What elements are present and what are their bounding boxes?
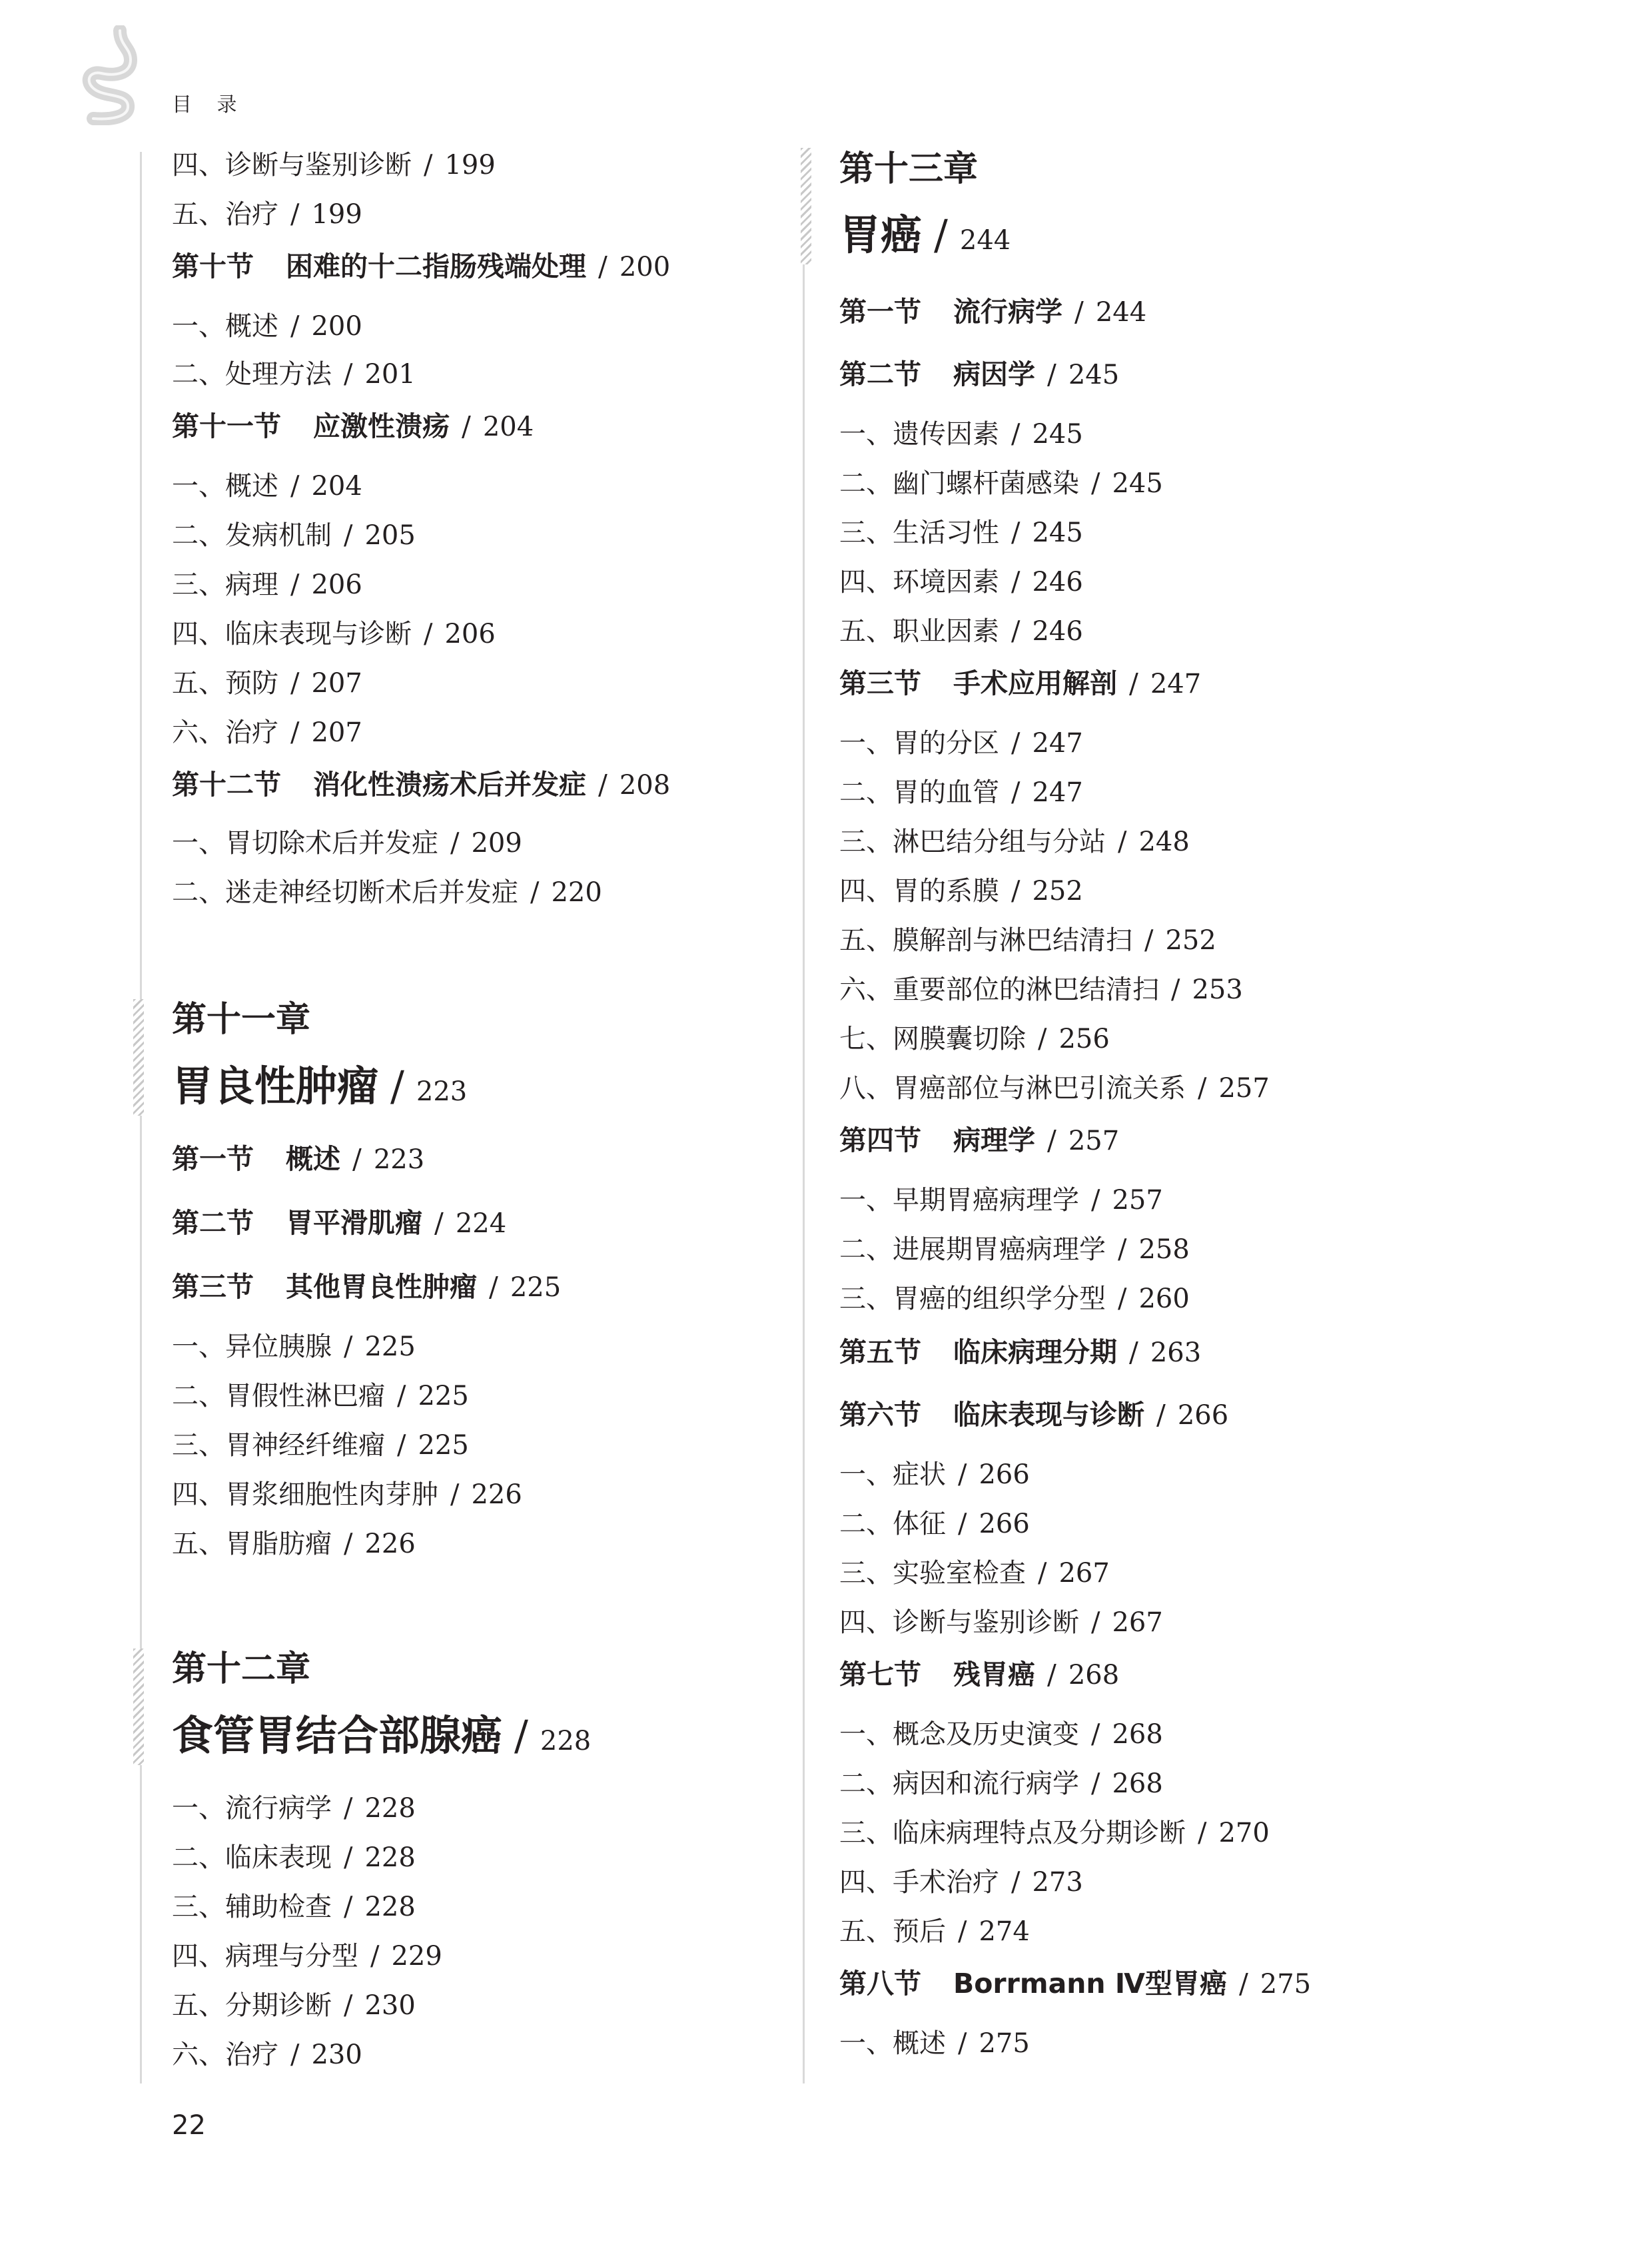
toc-page-number: 266: [979, 1459, 1030, 1490]
toc-item: [839, 1820, 1270, 1846]
toc-page-number: 228: [364, 1892, 416, 1922]
section-title: 概述: [286, 1143, 340, 1175]
toc-item: [172, 522, 416, 549]
toc-separator: /: [344, 1990, 353, 2021]
toc-item: [172, 719, 362, 746]
toc-item: [172, 201, 362, 228]
toc-item: [172, 1432, 469, 1459]
toc-page-number: 263: [1150, 1337, 1202, 1368]
toc-item: [172, 1992, 416, 2019]
toc-item: [172, 1333, 416, 1360]
toc-page-number: 225: [418, 1430, 469, 1461]
toc-item: [839, 618, 1083, 645]
toc-separator: /: [514, 1711, 528, 1760]
toc-page-number: 252: [1165, 925, 1216, 956]
toc-item-label: 一、异位胰腺: [172, 1331, 332, 1362]
toc-separator: /: [344, 1529, 353, 1559]
toc-separator: /: [290, 668, 300, 699]
toc-page-number: 245: [1068, 360, 1120, 390]
toc-page-number: 244: [1095, 297, 1147, 328]
section-title: 病理学: [953, 1124, 1035, 1156]
toc-separator: /: [1011, 518, 1021, 548]
toc-separator: /: [1118, 1234, 1127, 1265]
toc-separator: /: [530, 877, 540, 908]
toc-separator: /: [290, 311, 300, 342]
toc-item: [172, 1531, 416, 1557]
toc-item: [172, 1943, 442, 1970]
toc-item: [839, 1236, 1190, 1263]
toc-item-label: 一、概述: [172, 471, 278, 502]
toc-separator: /: [1011, 419, 1021, 450]
toc-item-label: 一、遗传因素: [839, 419, 999, 450]
section-number: 第二节: [839, 358, 921, 390]
toc-item: [172, 879, 602, 906]
toc-item: [839, 779, 1083, 806]
section-title: 临床表现与诊断: [953, 1399, 1144, 1431]
toc-page-number: 220: [551, 877, 602, 908]
toc-section: [839, 667, 1202, 699]
toc-separator: /: [1156, 1399, 1166, 1431]
stomach-outline-icon: [79, 25, 145, 125]
toc-page-number: 204: [311, 471, 362, 502]
chapter-hatch-decoration: [133, 999, 144, 1116]
toc-item-label: 二、体征: [839, 1509, 946, 1539]
toc-item: [172, 2042, 362, 2068]
toc-section: [172, 250, 671, 282]
chapter-number: [839, 149, 979, 189]
toc-separator: /: [1011, 1867, 1021, 1898]
toc-item-label: 一、胃的分区: [839, 728, 999, 759]
toc-page-number: 206: [311, 569, 362, 600]
toc-separator: /: [290, 2040, 300, 2070]
toc-item-label: 四、手术治疗: [839, 1867, 999, 1898]
toc-separator: /: [344, 1793, 353, 1824]
toc-item-label: 二、进展期胃癌病理学: [839, 1234, 1106, 1265]
section-number: 第十二节: [172, 769, 281, 801]
toc-item-label: 五、职业因素: [839, 616, 999, 647]
toc-page-number: 225: [510, 1272, 562, 1303]
toc-page-number: 256: [1058, 1024, 1110, 1054]
toc-item: [172, 571, 362, 598]
toc-item-label: 二、发病机制: [172, 520, 332, 551]
toc-separator: /: [1011, 616, 1021, 647]
toc-page-number: 205: [364, 520, 416, 551]
toc-item: [839, 1560, 1110, 1587]
section-title: 流行病学: [953, 296, 1062, 328]
toc-page-number: 268: [1112, 1768, 1163, 1799]
toc-item: [839, 470, 1163, 497]
toc-page-number: 247: [1032, 777, 1083, 808]
chapter-title: [172, 1711, 592, 1760]
toc-page-number: 228: [364, 1842, 416, 1873]
toc-page-number: 275: [1260, 1969, 1312, 2000]
toc-separator: /: [1118, 827, 1127, 857]
toc-page-number: 200: [311, 311, 362, 342]
left-toc-column: [172, 0, 811, 2242]
toc-page-number: 225: [418, 1381, 469, 1411]
section-number: 第七节: [839, 1659, 921, 1690]
toc-page-number: 266: [1177, 1400, 1229, 1431]
toc-item: [839, 569, 1083, 595]
toc-item: [839, 730, 1083, 757]
toc-item: [839, 1511, 1030, 1537]
toc-item: [839, 976, 1243, 1003]
toc-separator: /: [1038, 1558, 1047, 1589]
toc-item: [172, 830, 522, 857]
toc-item-label: 四、诊断与鉴别诊断: [839, 1607, 1079, 1638]
chapter-title: [172, 1062, 468, 1110]
toc-separator: /: [958, 1916, 967, 1947]
toc-separator: /: [1011, 567, 1021, 597]
toc-page-number: 257: [1112, 1185, 1163, 1216]
toc-separator: /: [450, 828, 460, 859]
toc-item-label: 一、概述: [172, 311, 278, 342]
toc-item: [839, 1461, 1030, 1488]
chapter-number-label: 第十三章: [839, 149, 979, 189]
toc-section: [839, 1336, 1202, 1368]
toc-page-number: 270: [1218, 1818, 1270, 1848]
toc-separator: /: [1047, 1659, 1056, 1690]
toc-page-number: 245: [1032, 518, 1083, 548]
toc-page-number: 199: [444, 150, 496, 181]
toc-page-number: 204: [482, 412, 534, 442]
toc-section: [172, 1143, 425, 1175]
toc-page-number: 267: [1112, 1607, 1163, 1638]
toc-page-number: 224: [455, 1208, 507, 1239]
toc-page-number: 268: [1068, 1660, 1120, 1690]
toc-item-label: 七、网膜囊切除: [839, 1024, 1026, 1054]
toc-item-label: 一、胃切除术后并发症: [172, 828, 438, 859]
toc-item: [839, 1026, 1110, 1052]
toc-separator: /: [397, 1381, 406, 1411]
toc-item-label: 四、胃浆细胞性肉芽肿: [172, 1479, 438, 1510]
section-number: 第十一节: [172, 410, 281, 442]
toc-separator: /: [290, 199, 300, 230]
toc-page-number: 226: [471, 1479, 522, 1510]
toc-separator: /: [1238, 1968, 1248, 2000]
toc-page-number: 199: [311, 199, 362, 230]
toc-page-number: 274: [979, 1916, 1030, 1947]
toc-item-label: 三、辅助检查: [172, 1892, 332, 1922]
toc-item-label: 三、实验室检查: [839, 1558, 1026, 1589]
toc-page-number: 257: [1218, 1073, 1270, 1104]
toc-separator: /: [1011, 728, 1021, 759]
toc-item: [839, 878, 1083, 905]
toc-item: [839, 927, 1216, 954]
toc-item-label: 五、分期诊断: [172, 1990, 332, 2021]
toc-item: [172, 1795, 416, 1822]
toc-section: [839, 358, 1120, 390]
toc-separator: /: [1091, 1607, 1100, 1638]
toc-separator: /: [424, 619, 433, 649]
toc-separator: /: [1198, 1073, 1207, 1104]
toc-item: [839, 1609, 1163, 1636]
toc-separator: /: [344, 1331, 353, 1362]
toc-item-label: 一、早期胃癌病理学: [839, 1185, 1079, 1216]
toc-section: [839, 1124, 1120, 1156]
toc-separator: /: [370, 1941, 380, 1972]
toc-item: [172, 1844, 416, 1871]
toc-page-number: 245: [1112, 468, 1163, 499]
toc-item: [172, 1383, 469, 1409]
chapter-hatch-decoration: [133, 1649, 144, 1765]
toc-item-label: 八、胃癌部位与淋巴引流关系: [839, 1073, 1186, 1104]
toc-separator: /: [424, 150, 433, 181]
toc-section: [839, 1401, 1228, 1429]
toc-item-label: 四、诊断与鉴别诊断: [172, 150, 412, 181]
toc-item: [172, 621, 496, 647]
toc-separator: /: [344, 1842, 353, 1873]
section-title: 残胃癌: [953, 1659, 1035, 1690]
toc-separator: /: [397, 1430, 406, 1461]
toc-page-number: 201: [364, 359, 416, 390]
toc-separator: /: [958, 1459, 967, 1490]
toc-page-number: 260: [1138, 1284, 1190, 1314]
toc-separator: /: [1118, 1284, 1127, 1314]
toc-separator: /: [489, 1271, 498, 1303]
toc-separator: /: [344, 1892, 353, 1922]
toc-separator: /: [1038, 1024, 1047, 1054]
toc-item: [172, 1481, 522, 1508]
section-number: 第八节: [839, 1968, 921, 2000]
toc-item-label: 四、病理与分型: [172, 1941, 358, 1972]
toc-separator: /: [290, 471, 300, 502]
toc-page-number: 223: [373, 1144, 425, 1175]
toc-item-label: 一、流行病学: [172, 1793, 332, 1824]
section-title: 其他胃良性肿瘤: [286, 1271, 477, 1303]
section-number: 第十节: [172, 250, 254, 282]
toc-section: [839, 298, 1146, 326]
toc-item: [839, 1075, 1270, 1102]
toc-item: [172, 473, 362, 500]
section-number: 第四节: [839, 1124, 921, 1156]
toc-separator: /: [1091, 1719, 1100, 1750]
toc-separator: /: [1091, 1768, 1100, 1799]
toc-page-number: 226: [364, 1529, 416, 1559]
toc-item-label: 四、环境因素: [839, 567, 999, 597]
toc-item-label: 六、治疗: [172, 2040, 278, 2070]
toc-item-label: 三、胃癌的组织学分型: [839, 1284, 1106, 1314]
toc-page-number: 275: [979, 2028, 1030, 2059]
toc-item-label: 四、胃的系膜: [839, 876, 999, 907]
toc-item-label: 二、幽门螺杆菌感染: [839, 468, 1079, 499]
toc-item: [839, 421, 1083, 448]
toc-section: [172, 1271, 562, 1303]
toc-section: [172, 1207, 507, 1239]
toc-item-label: 三、临床病理特点及分期诊断: [839, 1818, 1186, 1848]
toc-page-number: 229: [391, 1941, 442, 1972]
toc-separator: /: [290, 569, 300, 600]
toc-page-number: 268: [1112, 1719, 1163, 1750]
right-toc-column: [839, 0, 1479, 2242]
toc-separator: /: [1144, 925, 1154, 956]
toc-page-number: 273: [1032, 1867, 1083, 1898]
toc-item-label: 二、临床表现: [172, 1842, 332, 1873]
section-title: 病因学: [953, 358, 1035, 390]
toc-separator: /: [1091, 1185, 1100, 1216]
toc-page-number: 228: [364, 1793, 416, 1824]
toc-page-number: 248: [1138, 827, 1190, 857]
toc-separator: /: [934, 210, 948, 259]
section-number: 第一节: [172, 1143, 254, 1175]
toc-page-number: 246: [1032, 616, 1083, 647]
section-title: 消化性溃疡术后并发症: [313, 769, 586, 801]
toc-page-number: 206: [444, 619, 496, 649]
toc-item-label: 二、迷走神经切断术后并发症: [172, 877, 518, 908]
section-number: 第五节: [839, 1336, 921, 1368]
toc-page-number: 253: [1192, 974, 1243, 1005]
toc-separator: /: [290, 717, 300, 748]
section-title: 胃平滑肌瘤: [286, 1207, 422, 1239]
toc-item: [839, 1770, 1163, 1797]
toc-separator: /: [1171, 974, 1180, 1005]
toc-item: [172, 1894, 416, 1920]
toc-item: [839, 1286, 1190, 1312]
toc-page-number: 246: [1032, 567, 1083, 597]
toc-item-label: 六、重要部位的淋巴结清扫: [839, 974, 1159, 1005]
toc-item-label: 五、预后: [839, 1916, 946, 1947]
toc-item-label: 五、治疗: [172, 199, 278, 230]
toc-section: [839, 1970, 1311, 1998]
chapter-number-label: 第十一章: [172, 1000, 311, 1040]
toc-item: [839, 1869, 1083, 1896]
toc-item-label: 三、病理: [172, 569, 278, 600]
toc-section: [172, 410, 534, 442]
section-title: 困难的十二指肠残端处理: [286, 250, 586, 282]
toc-separator: /: [344, 359, 353, 390]
toc-item-label: 一、症状: [839, 1459, 946, 1490]
toc-item-label: 四、临床表现与诊断: [172, 619, 412, 649]
toc-separator: /: [1129, 667, 1138, 699]
toc-page-number: 208: [619, 770, 671, 801]
toc-page-number: 207: [311, 668, 362, 699]
toc-page-number: 207: [311, 717, 362, 748]
section-number: 第一节: [839, 296, 921, 328]
section-number: 第三节: [839, 667, 921, 699]
toc-item: [839, 520, 1083, 546]
toc-separator: /: [462, 410, 471, 442]
toc-separator: /: [1129, 1336, 1138, 1368]
left-column-rule: [140, 152, 142, 2083]
toc-page-number: 252: [1032, 876, 1083, 907]
toc-page-number: 225: [364, 1331, 416, 1362]
toc-separator: /: [344, 520, 353, 551]
toc-page-number: 247: [1150, 669, 1202, 699]
toc-item-label: 一、概念及历史演变: [839, 1719, 1079, 1750]
toc-separator: /: [1198, 1818, 1207, 1848]
toc-separator: /: [598, 250, 608, 282]
toc-item-label: 二、胃假性淋巴瘤: [172, 1381, 385, 1411]
toc-item-label: 三、淋巴结分组与分站: [839, 827, 1106, 857]
header-title: 目 录: [172, 93, 246, 117]
section-number: 第三节: [172, 1271, 254, 1303]
toc-item-label: 五、胃脂肪瘤: [172, 1529, 332, 1559]
toc-separator: /: [434, 1207, 444, 1239]
toc-page-number: 209: [471, 828, 522, 859]
toc-page-number: 244: [959, 225, 1011, 256]
toc-separator: /: [598, 769, 608, 801]
toc-item: [172, 152, 496, 179]
toc-separator: /: [352, 1143, 362, 1175]
toc-page-number: 228: [540, 1726, 592, 1756]
section-number: 第二节: [172, 1207, 254, 1239]
toc-page-number: 245: [1032, 419, 1083, 450]
toc-separator: /: [1011, 777, 1021, 808]
toc-item: [839, 1918, 1030, 1945]
toc-separator: /: [1091, 468, 1100, 499]
toc-separator: /: [958, 2028, 967, 2059]
toc-page-number: 258: [1138, 1234, 1190, 1265]
toc-section: [839, 1661, 1119, 1688]
chapter-title: [839, 210, 1011, 259]
chapter-number-label: 第十二章: [172, 1649, 311, 1689]
toc-page-number: 230: [364, 1990, 416, 2021]
page-number: 22: [172, 2110, 206, 2141]
toc-item-label: 五、预防: [172, 668, 278, 699]
section-title: 应激性溃疡: [313, 410, 450, 442]
toc-item-label: 三、生活习性: [839, 518, 999, 548]
chapter-title-label: 胃癌: [839, 210, 923, 259]
chapter-number: [172, 1649, 311, 1689]
toc-item-label: 二、胃的血管: [839, 777, 999, 808]
toc-page-number: 247: [1032, 728, 1083, 759]
toc-separator: /: [390, 1062, 404, 1110]
section-title: 临床病理分期: [953, 1336, 1117, 1368]
toc-item: [839, 829, 1190, 855]
toc-separator: /: [1047, 1124, 1056, 1156]
toc-item: [172, 313, 362, 340]
chapter-number: [172, 1000, 311, 1040]
toc-page-number: 257: [1068, 1126, 1120, 1156]
chapter-hatch-decoration: [801, 148, 811, 264]
toc-item-label: 二、病因和流行病学: [839, 1768, 1079, 1799]
section-number: 第六节: [839, 1399, 921, 1431]
toc-item-label: 二、处理方法: [172, 359, 332, 390]
toc-item: [839, 1721, 1163, 1748]
toc-item-label: 一、概述: [839, 2028, 946, 2059]
toc-page-number: 266: [979, 1509, 1030, 1539]
toc-section: [172, 771, 670, 799]
section-title: 手术应用解剖: [953, 667, 1117, 699]
toc-page-number: 223: [416, 1076, 468, 1107]
toc-page-number: 230: [311, 2040, 362, 2070]
toc-page-number: 200: [619, 252, 671, 282]
toc-separator: /: [958, 1509, 967, 1539]
toc-item-label: 三、胃神经纤维瘤: [172, 1430, 385, 1461]
toc-item-label: 六、治疗: [172, 717, 278, 748]
toc-item: [172, 670, 362, 697]
toc-separator: /: [1074, 296, 1084, 328]
chapter-title-label: 食管胃结合部腺癌: [172, 1711, 503, 1760]
toc-separator: /: [1047, 358, 1056, 390]
toc-item-label: 五、膜解剖与淋巴结清扫: [839, 925, 1132, 956]
toc-separator: /: [1011, 876, 1021, 907]
chapter-title-label: 胃良性肿瘤: [172, 1062, 379, 1110]
section-title: Borrmann Ⅳ型胃癌: [953, 1968, 1227, 2000]
toc-item: [839, 1187, 1163, 1214]
toc-item: [172, 361, 416, 388]
toc-separator: /: [450, 1479, 460, 1510]
toc-item: [839, 2030, 1030, 2057]
toc-page-number: 267: [1058, 1558, 1110, 1589]
